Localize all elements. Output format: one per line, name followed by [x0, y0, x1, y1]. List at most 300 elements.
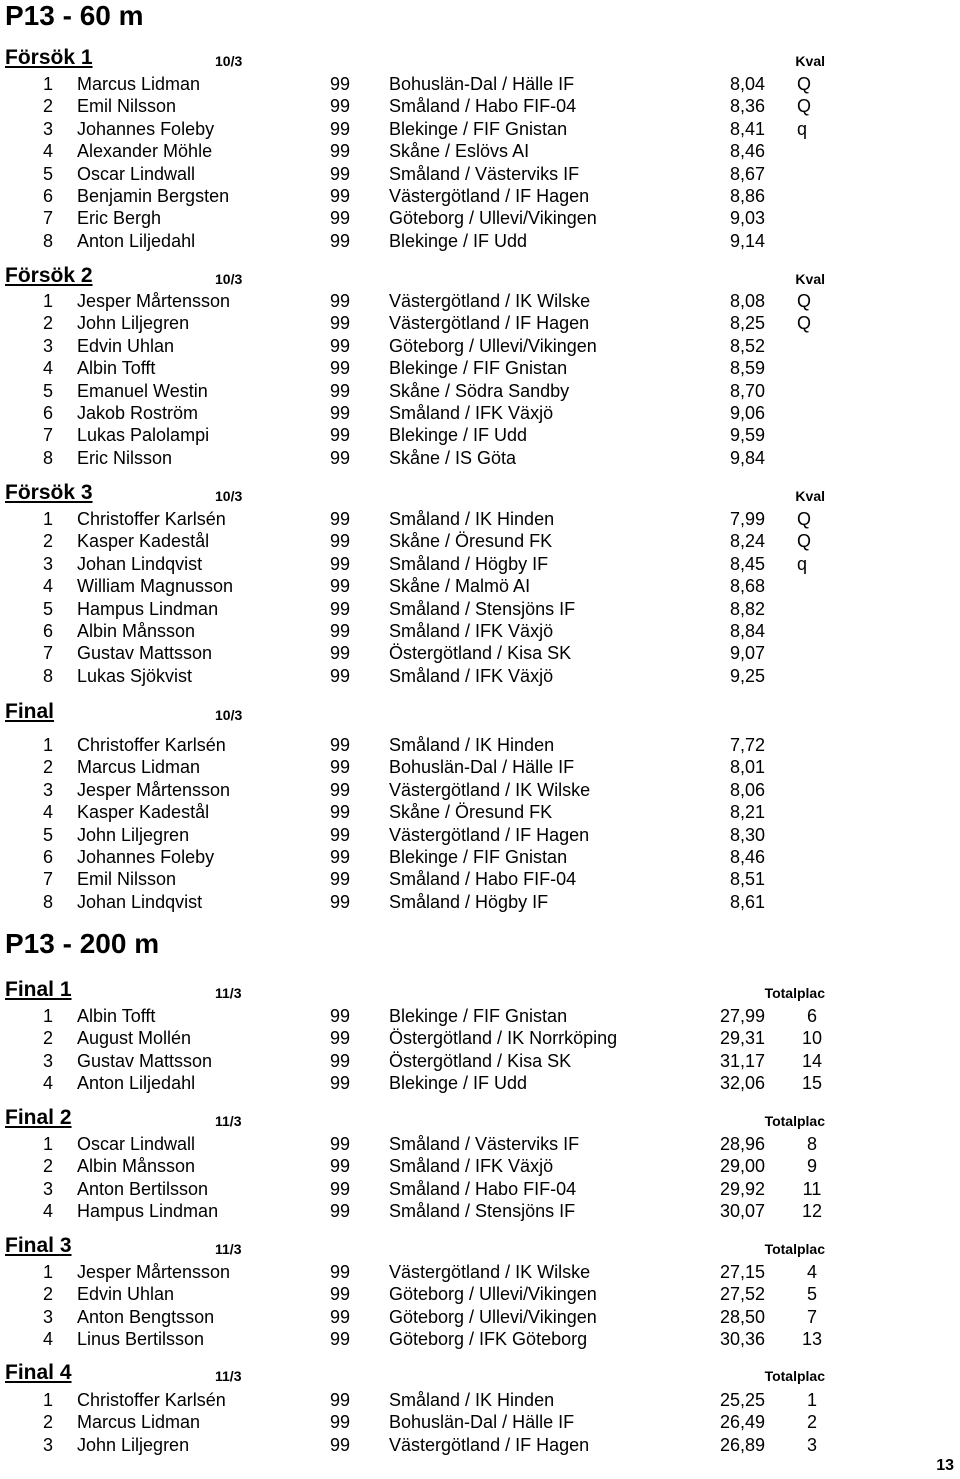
place-cell: 5 — [43, 824, 54, 845]
result-time: 29,92 — [719, 1178, 765, 1199]
club-name: Småland / IK Hinden — [389, 509, 555, 529]
athlete-name: Albin Månsson — [77, 1156, 196, 1177]
athlete-name: Jesper Mårtensson — [77, 779, 231, 800]
place-cell: 6 — [43, 621, 54, 641]
heat-name: Final 3 — [5, 1234, 72, 1257]
athlete-name: Linus Bertilsson — [77, 1329, 205, 1350]
place-cell: 1 — [43, 1006, 54, 1026]
athlete-name: Lukas Palolampi — [77, 425, 210, 446]
place-cell: 2 — [43, 1028, 54, 1049]
place-cell: 4 — [43, 1329, 54, 1350]
athlete-name: Lukas Sjökvist — [77, 665, 193, 686]
club-name: Småland / IK Hinden — [389, 735, 555, 755]
result-row — [0, 553, 860, 575]
result-time: 32,06 — [719, 1073, 765, 1094]
result-time: 9,14 — [729, 230, 765, 251]
heat-date: 11/3 — [215, 1113, 242, 1129]
result-time: 29,31 — [719, 1028, 765, 1049]
place-cell: 7 — [43, 643, 54, 664]
result-time: 9,25 — [729, 665, 765, 686]
qualification-mark: Q — [797, 509, 812, 529]
heat-date: 11/3 — [215, 1241, 242, 1257]
place-cell: 6 — [43, 847, 54, 867]
result-row — [0, 1178, 860, 1200]
result-row — [0, 230, 860, 252]
place-cell: 5 — [43, 163, 54, 184]
place-cell: 2 — [43, 1412, 54, 1433]
heat-name: Försök 3 — [5, 481, 93, 504]
athlete-name: Edvin Uhlan — [77, 335, 175, 356]
athlete-name: August Mollén — [77, 1028, 192, 1049]
result-row — [0, 868, 860, 890]
heat-name: Final — [5, 700, 55, 723]
place-cell: 1 — [43, 291, 54, 311]
result-row — [0, 1411, 860, 1433]
place-cell: 5 — [43, 598, 54, 619]
result-time: 8,24 — [729, 531, 765, 552]
result-time: 8,67 — [729, 163, 765, 184]
place-cell: 2 — [43, 1156, 54, 1177]
result-row — [0, 824, 860, 846]
birth-year: 99 — [330, 643, 351, 664]
club-name: Skåne / Eslövs AI — [389, 141, 530, 162]
heat-column-header: Kval — [795, 488, 825, 504]
birth-year: 99 — [330, 1306, 351, 1327]
qualification-mark: 12 — [801, 1201, 823, 1222]
birth-year: 99 — [330, 447, 351, 468]
result-row — [0, 1328, 860, 1350]
page-number: 13 — [936, 1457, 954, 1474]
result-row — [0, 1027, 860, 1049]
result-row — [0, 598, 860, 620]
birth-year: 99 — [330, 141, 351, 162]
birth-year: 99 — [330, 553, 351, 574]
club-name: Blekinge / FIF Gnistan — [389, 358, 568, 379]
club-name: Småland / IFK Växjö — [389, 621, 554, 641]
result-row — [0, 642, 860, 664]
athlete-name: John Liljegren — [77, 824, 190, 845]
place-cell: 8 — [43, 665, 54, 686]
result-time: 31,17 — [719, 1050, 765, 1071]
athlete-name: Alexander Möhle — [77, 141, 213, 162]
result-row — [0, 779, 860, 801]
athlete-name: Anton Bengtsson — [77, 1306, 215, 1327]
qualification-mark: 14 — [801, 1050, 823, 1071]
qualification-mark: 2 — [806, 1412, 817, 1433]
qualification-mark: 3 — [806, 1434, 817, 1455]
qualification-mark: Q — [797, 74, 812, 94]
result-row — [0, 1306, 860, 1328]
place-cell: 1 — [43, 735, 54, 755]
qualification-mark: q — [797, 553, 808, 574]
qualification-mark: Q — [797, 313, 812, 334]
result-row — [0, 1200, 860, 1222]
result-row — [0, 1434, 860, 1456]
result-time: 28,96 — [719, 1134, 765, 1154]
result-row — [0, 575, 860, 597]
athlete-name: Jakob Roström — [77, 403, 199, 423]
athlete-name: Anton Bertilsson — [77, 1178, 209, 1199]
birth-year: 99 — [330, 230, 351, 251]
place-cell: 3 — [43, 1050, 54, 1071]
club-name: Västergötland / IK Wilske — [389, 1262, 591, 1282]
place-cell: 8 — [43, 447, 54, 468]
qualification-mark: 11 — [802, 1178, 822, 1199]
place-cell: 2 — [43, 1284, 54, 1305]
place-cell: 2 — [43, 96, 54, 117]
result-time: 8,51 — [729, 869, 765, 890]
club-name: Skåne / IS Göta — [389, 447, 517, 468]
result-time: 9,03 — [729, 208, 765, 229]
birth-year: 99 — [330, 509, 351, 529]
birth-year: 99 — [330, 1284, 351, 1305]
result-row — [0, 1133, 860, 1155]
qualification-mark: q — [797, 118, 808, 139]
birth-year: 99 — [330, 1178, 351, 1199]
result-time: 7,72 — [729, 735, 765, 755]
athlete-name: Edvin Uhlan — [77, 1284, 175, 1305]
heat-date: 10/3 — [215, 707, 243, 723]
club-name: Småland / Habo FIF-04 — [389, 1178, 577, 1199]
athlete-name: Albin Månsson — [77, 621, 196, 641]
club-name: Skåne / Malmö AI — [389, 576, 531, 597]
place-cell: 1 — [43, 74, 54, 94]
place-cell: 8 — [43, 230, 54, 251]
birth-year: 99 — [330, 358, 351, 379]
qualification-mark: Q — [797, 96, 812, 117]
heat-name: Försök 2 — [5, 264, 93, 287]
result-row — [0, 424, 860, 446]
athlete-name: Albin Tofft — [77, 1006, 156, 1026]
birth-year: 99 — [330, 802, 351, 823]
birth-year: 99 — [330, 1006, 351, 1026]
result-time: 28,50 — [719, 1306, 765, 1327]
qualification-mark: 1 — [806, 1390, 817, 1410]
result-row — [0, 380, 860, 402]
result-row — [0, 1072, 860, 1094]
club-name: Småland / IFK Växjö — [389, 403, 554, 423]
heat-column-header: Kval — [795, 271, 825, 287]
place-cell: 3 — [43, 335, 54, 356]
place-cell: 3 — [43, 1306, 54, 1327]
birth-year: 99 — [330, 824, 351, 845]
result-row — [0, 756, 860, 778]
heat-name: Final 2 — [5, 1106, 72, 1129]
place-cell: 4 — [43, 1201, 54, 1222]
athlete-name: Marcus Lidman — [77, 1412, 201, 1433]
club-name: Västergötland / IF Hagen — [389, 1434, 590, 1455]
result-time: 8,82 — [729, 598, 765, 619]
place-cell: 3 — [43, 1434, 54, 1455]
club-name: Göteborg / Ullevi/Vikingen — [389, 208, 597, 229]
event-title: P13 - 200 m — [5, 928, 160, 959]
heat-date: 10/3 — [215, 271, 243, 287]
place-cell: 4 — [43, 358, 54, 379]
place-cell: 3 — [43, 779, 54, 800]
athlete-name: William Magnusson — [77, 576, 234, 597]
club-name: Östergötland / IK Norrköping — [389, 1028, 618, 1049]
club-name: Småland / Högby IF — [389, 891, 549, 912]
heat-column-header: Kval — [795, 53, 825, 69]
heat-header — [5, 978, 865, 1002]
athlete-name: Hampus Lindman — [77, 1201, 219, 1222]
club-name: Blekinge / IF Udd — [389, 1073, 528, 1094]
place-cell: 2 — [43, 313, 54, 334]
place-cell: 3 — [43, 1178, 54, 1199]
result-row — [0, 846, 860, 868]
place-cell: 3 — [43, 553, 54, 574]
result-time: 27,15 — [719, 1262, 765, 1282]
result-row — [0, 1155, 860, 1177]
result-time: 8,06 — [729, 779, 765, 800]
place-cell: 2 — [43, 757, 54, 778]
result-time: 8,61 — [729, 891, 765, 912]
birth-year: 99 — [330, 74, 351, 94]
heat-column-header: Totalplac — [764, 1113, 825, 1129]
birth-year: 99 — [330, 1412, 351, 1433]
result-time: 26,89 — [719, 1434, 765, 1455]
heat-header — [5, 1361, 865, 1385]
qualification-mark: 10 — [801, 1028, 823, 1049]
club-name: Bohuslän-Dal / Hälle IF — [389, 1412, 575, 1433]
birth-year: 99 — [330, 335, 351, 356]
club-name: Västergötland / IK Wilske — [389, 291, 591, 311]
athlete-name: Emanuel Westin — [77, 380, 208, 401]
result-row — [0, 95, 860, 117]
club-name: Västergötland / IK Wilske — [389, 779, 591, 800]
birth-year: 99 — [330, 869, 351, 890]
athlete-name: Kasper Kadestål — [77, 802, 210, 823]
result-row — [0, 1261, 860, 1283]
club-name: Småland / IFK Växjö — [389, 1156, 554, 1177]
athlete-name: Christoffer Karlsén — [77, 735, 226, 755]
birth-year: 99 — [330, 847, 351, 867]
result-row — [0, 402, 860, 424]
heat-name: Försök 1 — [5, 46, 93, 69]
result-row — [0, 620, 860, 642]
birth-year: 99 — [330, 1434, 351, 1455]
heat-header — [5, 481, 865, 505]
birth-year: 99 — [330, 118, 351, 139]
result-row — [0, 185, 860, 207]
heat-header — [5, 1106, 865, 1130]
place-cell: 8 — [43, 891, 54, 912]
result-time: 8,45 — [729, 553, 765, 574]
result-row — [0, 290, 860, 312]
place-cell: 7 — [43, 869, 54, 890]
result-time: 27,52 — [719, 1284, 765, 1305]
athlete-name: Benjamin Bergsten — [77, 186, 230, 206]
qualification-mark: 5 — [806, 1284, 817, 1305]
result-row — [0, 140, 860, 162]
heat-name: Final 1 — [5, 978, 72, 1001]
athlete-name: Kasper Kadestål — [77, 531, 210, 552]
birth-year: 99 — [330, 1073, 351, 1094]
club-name: Bohuslän-Dal / Hälle IF — [389, 74, 575, 94]
place-cell: 2 — [43, 531, 54, 552]
result-time: 30,36 — [719, 1329, 765, 1350]
qualification-mark: 7 — [806, 1306, 817, 1327]
result-time: 9,59 — [729, 425, 765, 446]
result-row — [0, 665, 860, 687]
club-name: Blekinge / FIF Gnistan — [389, 847, 568, 867]
result-time: 9,84 — [729, 447, 765, 468]
result-row — [0, 163, 860, 185]
heat-name: Final 4 — [5, 1361, 72, 1384]
club-name: Skåne / Öresund FK — [389, 531, 553, 552]
result-time: 9,06 — [729, 403, 765, 423]
birth-year: 99 — [330, 598, 351, 619]
heat-date: 10/3 — [215, 488, 243, 504]
birth-year: 99 — [330, 1156, 351, 1177]
result-row — [0, 335, 860, 357]
club-name: Västergötland / IF Hagen — [389, 824, 590, 845]
athlete-name: Gustav Mattsson — [77, 643, 213, 664]
result-time: 8,52 — [729, 335, 765, 356]
club-name: Skåne / Södra Sandby — [389, 380, 570, 401]
birth-year: 99 — [330, 576, 351, 597]
heat-date: 11/3 — [215, 985, 242, 1001]
result-time: 8,30 — [729, 824, 765, 845]
athlete-name: Christoffer Karlsén — [77, 509, 226, 529]
birth-year: 99 — [330, 403, 351, 423]
club-name: Västergötland / IF Hagen — [389, 313, 590, 334]
birth-year: 99 — [330, 208, 351, 229]
athlete-name: Emil Nilsson — [77, 96, 177, 117]
result-row — [0, 312, 860, 334]
club-name: Småland / Västerviks IF — [389, 1134, 580, 1154]
club-name: Småland / Högby IF — [389, 553, 549, 574]
place-cell: 1 — [43, 1134, 54, 1154]
birth-year: 99 — [330, 380, 351, 401]
athlete-name: Oscar Lindwall — [77, 1134, 196, 1154]
club-name: Göteborg / Ullevi/Vikingen — [389, 1306, 597, 1327]
club-name: Småland / Stensjöns IF — [389, 1201, 576, 1222]
place-cell: 4 — [43, 1073, 54, 1094]
result-time: 30,07 — [719, 1201, 765, 1222]
qualification-mark: Q — [797, 291, 812, 311]
athlete-name: John Liljegren — [77, 1434, 190, 1455]
club-name: Blekinge / IF Udd — [389, 425, 528, 446]
place-cell: 5 — [43, 380, 54, 401]
club-name: Småland / Habo FIF-04 — [389, 96, 577, 117]
result-row — [0, 1283, 860, 1305]
club-name: Östergötland / Kisa SK — [389, 1050, 572, 1071]
birth-year: 99 — [330, 1201, 351, 1222]
place-cell: 7 — [43, 425, 54, 446]
birth-year: 99 — [330, 313, 351, 334]
qualification-mark: Q — [797, 531, 812, 552]
athlete-name: Johan Lindqvist — [77, 891, 203, 912]
heat-header — [5, 264, 865, 288]
result-time: 29,00 — [719, 1156, 765, 1177]
athlete-name: Marcus Lidman — [77, 74, 201, 94]
club-name: Bohuslän-Dal / Hälle IF — [389, 757, 575, 778]
result-time: 9,07 — [729, 643, 765, 664]
birth-year: 99 — [330, 891, 351, 912]
result-row — [0, 207, 860, 229]
athlete-name: Johannes Foleby — [77, 118, 215, 139]
club-name: Göteborg / Ullevi/Vikingen — [389, 1284, 597, 1305]
result-row — [0, 1050, 860, 1072]
result-time: 8,04 — [729, 74, 765, 94]
heat-date: 10/3 — [215, 53, 243, 69]
heat-column-header: Totalplac — [764, 1241, 825, 1257]
club-name: Småland / Stensjöns IF — [389, 598, 576, 619]
club-name: Blekinge / IF Udd — [389, 230, 528, 251]
result-time: 8,41 — [729, 118, 765, 139]
result-time: 7,99 — [729, 509, 765, 529]
birth-year: 99 — [330, 1262, 351, 1282]
result-time: 8,25 — [729, 313, 765, 334]
club-name: Småland / IK Hinden — [389, 1390, 555, 1410]
result-time: 8,86 — [729, 186, 765, 206]
club-name: Småland / Habo FIF-04 — [389, 869, 577, 890]
heat-date: 11/3 — [215, 1368, 242, 1384]
club-name: Västergötland / IF Hagen — [389, 186, 590, 206]
place-cell: 4 — [43, 802, 54, 823]
club-name: Göteborg / IFK Göteborg — [389, 1329, 588, 1350]
place-cell: 6 — [43, 186, 54, 206]
birth-year: 99 — [330, 425, 351, 446]
result-row — [0, 734, 860, 756]
birth-year: 99 — [330, 1390, 351, 1410]
result-row — [0, 801, 860, 823]
club-name: Blekinge / FIF Gnistan — [389, 118, 568, 139]
result-time: 8,46 — [729, 847, 765, 867]
birth-year: 99 — [330, 757, 351, 778]
club-name: Östergötland / Kisa SK — [389, 643, 572, 664]
qualification-mark: 15 — [801, 1073, 823, 1094]
result-time: 25,25 — [719, 1390, 765, 1410]
club-name: Småland / IFK Växjö — [389, 665, 554, 686]
athlete-name: Jesper Mårtensson — [77, 291, 231, 311]
club-name: Småland / Västerviks IF — [389, 163, 580, 184]
result-time: 26,49 — [719, 1412, 765, 1433]
result-time: 8,21 — [729, 802, 765, 823]
athlete-name: Emil Nilsson — [77, 869, 177, 890]
athlete-name: Eric Bergh — [77, 208, 162, 229]
qualification-mark: 6 — [806, 1006, 817, 1026]
birth-year: 99 — [330, 621, 351, 641]
birth-year: 99 — [330, 531, 351, 552]
athlete-name: Christoffer Karlsén — [77, 1390, 226, 1410]
athlete-name: Eric Nilsson — [77, 447, 173, 468]
heat-column-header: Totalplac — [764, 985, 825, 1001]
birth-year: 99 — [330, 665, 351, 686]
place-cell: 4 — [43, 141, 54, 162]
event-title: P13 - 60 m — [5, 0, 144, 31]
qualification-mark: 4 — [806, 1262, 817, 1282]
place-cell: 4 — [43, 576, 54, 597]
heat-header — [5, 1234, 865, 1258]
result-row — [0, 1389, 860, 1411]
qualification-mark: 13 — [801, 1329, 823, 1350]
place-cell: 1 — [43, 1390, 54, 1410]
club-name: Göteborg / Ullevi/Vikingen — [389, 335, 597, 356]
birth-year: 99 — [330, 735, 351, 755]
result-time: 8,84 — [729, 621, 765, 641]
heat-header — [5, 46, 865, 70]
result-row — [0, 73, 860, 95]
athlete-name: Anton Liljedahl — [77, 1073, 196, 1094]
result-row — [0, 508, 860, 530]
athlete-name: Hampus Lindman — [77, 598, 219, 619]
qualification-mark: 8 — [806, 1134, 817, 1154]
birth-year: 99 — [330, 1028, 351, 1049]
club-name: Blekinge / FIF Gnistan — [389, 1006, 568, 1026]
result-row — [0, 118, 860, 140]
